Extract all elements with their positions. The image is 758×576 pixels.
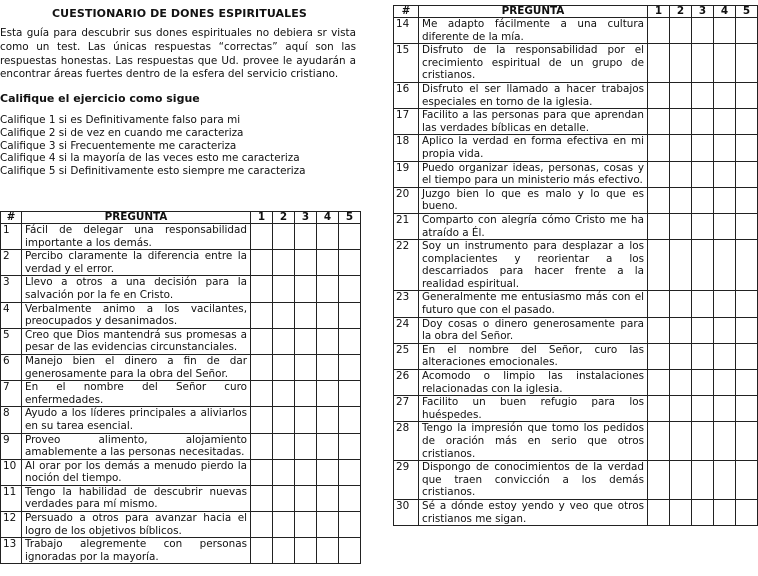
rating-2-answer-box[interactable]	[273, 538, 295, 564]
rating-4-answer-box[interactable]	[714, 109, 736, 135]
question-row	[1, 302, 361, 328]
rating-4-answer-box[interactable]	[317, 381, 339, 407]
rating-4-answer-box[interactable]	[714, 317, 736, 343]
rating-scale-list	[0, 114, 305, 178]
question-number: 1	[1, 224, 22, 250]
rating-3-column-header: 3	[692, 6, 714, 18]
question-number: 8	[1, 407, 22, 433]
rating-1-answer-box[interactable]	[648, 135, 670, 161]
rating-5-answer-box[interactable]	[339, 381, 361, 407]
question-number: 18	[394, 135, 419, 161]
rating-5-answer-box[interactable]	[339, 276, 361, 302]
rating-4-answer-box[interactable]	[317, 302, 339, 328]
question-number: 11	[1, 485, 22, 511]
question-row	[394, 109, 758, 135]
rating-4-answer-box[interactable]	[714, 396, 736, 422]
rating-3-answer-box[interactable]	[692, 396, 714, 422]
question-number: 19	[394, 161, 419, 187]
rating-3-answer-box[interactable]	[692, 82, 714, 108]
question-text: Doy cosas o dinero generosamente para la obra del Señor.	[419, 317, 648, 343]
rating-1-answer-box[interactable]	[251, 276, 273, 302]
rating-1-answer-box[interactable]	[251, 328, 273, 354]
rating-5-answer-box[interactable]	[339, 250, 361, 276]
intro-paragraph: Esta guía para descubrir sus dones espirituales no debiera sr vista como un test. Las únicas respuestas “correctas” aquí son las respuestas honestas. Las respuestas que Ud. provee le ayudarán a encontrar áreas fuertes dentro de la esfera del servicio cristiano.	[0, 27, 356, 81]
rating-3-answer-box[interactable]	[692, 343, 714, 369]
question-text: Disfruto de la responsabilidad por el crecimiento espiritual de un grupo de cristianos.	[419, 44, 648, 83]
rating-5-answer-box[interactable]	[339, 407, 361, 433]
question-text: Al orar por los demás a menudo pierdo la noción del tiempo.	[22, 459, 251, 485]
question-text: Aplico la verdad en forma efectiva en mi propia vida.	[419, 135, 648, 161]
question-text: Comparto con alegría cómo Cristo me ha atraído a Él.	[419, 213, 648, 239]
questions-table-right	[393, 5, 758, 526]
question-row	[1, 485, 361, 511]
question-number: 28	[394, 422, 419, 461]
rating-2-answer-box[interactable]	[273, 224, 295, 250]
rating-3-answer-box[interactable]	[692, 422, 714, 461]
rating-3-answer-box[interactable]	[692, 461, 714, 500]
question-text: Acomodo o limpio las instalaciones relacionadas con la iglesia.	[419, 370, 648, 396]
rating-5-answer-box[interactable]	[736, 161, 758, 187]
question-text: Puedo organizar ideas, personas, cosas y el tiempo para un ministerio más efectivo.	[419, 161, 648, 187]
rating-5-answer-box[interactable]	[736, 291, 758, 317]
rating-2-column-header: 2	[273, 212, 295, 224]
question-row	[394, 135, 758, 161]
rating-2-answer-box[interactable]	[670, 161, 692, 187]
rating-1-answer-box[interactable]	[648, 461, 670, 500]
question-row	[394, 396, 758, 422]
rating-5-answer-box[interactable]	[736, 370, 758, 396]
rating-2-answer-box[interactable]	[273, 354, 295, 380]
rating-2-answer-box[interactable]	[273, 276, 295, 302]
rating-2-answer-box[interactable]	[670, 396, 692, 422]
rating-3-answer-box[interactable]	[692, 18, 714, 44]
rating-4-answer-box[interactable]	[317, 250, 339, 276]
rating-1-answer-box[interactable]	[251, 407, 273, 433]
rating-3-answer-box[interactable]	[692, 317, 714, 343]
question-number: 16	[394, 82, 419, 108]
rating-3-answer-box[interactable]	[692, 135, 714, 161]
rating-1-answer-box[interactable]	[648, 343, 670, 369]
rating-4-answer-box[interactable]	[714, 213, 736, 239]
question-number: 15	[394, 44, 419, 83]
question-row	[1, 433, 361, 459]
rating-2-answer-box[interactable]	[273, 302, 295, 328]
rating-2-answer-box[interactable]	[670, 461, 692, 500]
question-number: 6	[1, 354, 22, 380]
rating-1-answer-box[interactable]	[251, 485, 273, 511]
rating-5-answer-box[interactable]	[736, 317, 758, 343]
rating-1-answer-box[interactable]	[251, 538, 273, 564]
question-text: Juzgo bien lo que es malo y lo que es bueno.	[419, 187, 648, 213]
rating-3-answer-box[interactable]	[692, 44, 714, 83]
rating-2-answer-box[interactable]	[273, 381, 295, 407]
question-text: Trabajo alegremente con personas ignoradas por la mayoría.	[22, 538, 251, 564]
question-number: 25	[394, 343, 419, 369]
rating-scale-item: Califique 5 si Definitivamente esto siempre me caracteriza	[0, 165, 306, 178]
table-header-row	[1, 212, 361, 224]
rating-3-answer-box[interactable]	[295, 512, 317, 538]
rating-2-answer-box[interactable]	[670, 317, 692, 343]
rating-4-answer-box[interactable]	[317, 354, 339, 380]
question-text: Fácil de delegar una responsabilidad importante a los demás.	[22, 224, 251, 250]
rating-2-answer-box[interactable]	[670, 109, 692, 135]
rating-5-answer-box[interactable]	[339, 224, 361, 250]
rating-1-answer-box[interactable]	[648, 370, 670, 396]
rating-1-answer-box[interactable]	[648, 18, 670, 44]
rating-1-answer-box[interactable]	[648, 44, 670, 83]
document-title: CUESTIONARIO DE DONES ESPIRITUALES	[52, 7, 307, 20]
rating-heading: Califique el ejercicio como sigue	[0, 92, 200, 105]
question-text: En el nombre del Señor curo enfermedades.	[22, 381, 251, 407]
rating-3-answer-box[interactable]	[692, 370, 714, 396]
question-row	[1, 512, 361, 538]
rating-3-answer-box[interactable]	[295, 276, 317, 302]
question-row	[394, 343, 758, 369]
rating-1-answer-box[interactable]	[251, 381, 273, 407]
rating-4-answer-box[interactable]	[317, 276, 339, 302]
rating-5-answer-box[interactable]	[736, 396, 758, 422]
rating-1-column-header: 1	[648, 6, 670, 18]
rating-2-answer-box[interactable]	[670, 18, 692, 44]
rating-4-answer-box[interactable]	[714, 187, 736, 213]
question-number: 22	[394, 240, 419, 291]
question-text: Manejo bien el dinero a fin de dar generosamente para la obra del Señor.	[22, 354, 251, 380]
question-text: Me adapto fácilmente a una cultura diferente de la mía.	[419, 18, 648, 44]
rating-2-answer-box[interactable]	[670, 187, 692, 213]
question-column-header: PREGUNTA	[419, 6, 648, 18]
rating-4-answer-box[interactable]	[714, 343, 736, 369]
rating-3-answer-box[interactable]	[295, 538, 317, 564]
rating-4-answer-box[interactable]	[714, 461, 736, 500]
question-number: 24	[394, 317, 419, 343]
number-column-header: #	[1, 212, 22, 224]
rating-2-answer-box[interactable]	[273, 512, 295, 538]
question-text: Soy un instrumento para desplazar a los complacientes y reorientar a los descarriados para hacer frente a la realidad espiritual.	[419, 240, 648, 291]
rating-3-answer-box[interactable]	[295, 433, 317, 459]
rating-4-answer-box[interactable]	[714, 240, 736, 291]
rating-4-answer-box[interactable]	[317, 459, 339, 485]
rating-5-answer-box[interactable]	[339, 459, 361, 485]
rating-5-answer-box[interactable]	[339, 328, 361, 354]
rating-1-answer-box[interactable]	[251, 459, 273, 485]
question-text: Dispongo de conocimientos de la verdad que traen convicción a los demás cristianos.	[419, 461, 648, 500]
question-text: Generalmente me entusiasmo más con el futuro que con el pasado.	[419, 291, 648, 317]
rating-1-answer-box[interactable]	[648, 82, 670, 108]
question-text: Llevo a otros a una decisión para la salvación por la fe en Cristo.	[22, 276, 251, 302]
question-number: 7	[1, 381, 22, 407]
rating-3-answer-box[interactable]	[295, 302, 317, 328]
question-text: Sé a dónde estoy yendo y veo que otros cristianos me sigan.	[419, 499, 648, 525]
question-row	[1, 250, 361, 276]
rating-1-answer-box[interactable]	[251, 433, 273, 459]
rating-4-answer-box[interactable]	[317, 433, 339, 459]
rating-3-answer-box[interactable]	[295, 354, 317, 380]
question-text: Percibo claramente la diferencia entre la verdad y el error.	[22, 250, 251, 276]
rating-2-answer-box[interactable]	[670, 422, 692, 461]
rating-2-answer-box[interactable]	[670, 343, 692, 369]
rating-1-answer-box[interactable]	[648, 499, 670, 525]
question-row	[394, 291, 758, 317]
rating-4-answer-box[interactable]	[714, 499, 736, 525]
question-number: 23	[394, 291, 419, 317]
rating-4-answer-box[interactable]	[714, 82, 736, 108]
rating-1-answer-box[interactable]	[648, 213, 670, 239]
question-text: Verbalmente animo a los vacilantes, preocupados y desanimados.	[22, 302, 251, 328]
rating-5-answer-box[interactable]	[736, 499, 758, 525]
rating-5-answer-box[interactable]	[736, 213, 758, 239]
rating-3-answer-box[interactable]	[692, 109, 714, 135]
rating-1-column-header: 1	[251, 212, 273, 224]
rating-4-answer-box[interactable]	[714, 422, 736, 461]
rating-1-answer-box[interactable]	[251, 250, 273, 276]
question-text: Tengo la habilidad de descubrir nuevas verdades para mí mismo.	[22, 485, 251, 511]
rating-2-answer-box[interactable]	[273, 328, 295, 354]
question-number: 9	[1, 433, 22, 459]
rating-1-answer-box[interactable]	[648, 422, 670, 461]
rating-5-answer-box[interactable]	[339, 354, 361, 380]
rating-5-answer-box[interactable]	[339, 485, 361, 511]
rating-4-answer-box[interactable]	[317, 224, 339, 250]
question-text: Facilito a las personas para que aprendan las verdades bíblicas en detalle.	[419, 109, 648, 135]
question-row	[394, 422, 758, 461]
rating-2-answer-box[interactable]	[273, 485, 295, 511]
question-number: 27	[394, 396, 419, 422]
rating-5-answer-box[interactable]	[736, 343, 758, 369]
question-row	[1, 407, 361, 433]
question-row	[1, 224, 361, 250]
question-number: 2	[1, 250, 22, 276]
question-row	[394, 317, 758, 343]
rating-4-answer-box[interactable]	[317, 485, 339, 511]
question-text: Disfruto el ser llamado a hacer trabajos especiales en torno de la iglesia.	[419, 82, 648, 108]
rating-4-column-header: 4	[317, 212, 339, 224]
rating-2-answer-box[interactable]	[273, 459, 295, 485]
rating-scale-item: Califique 2 si de vez en cuando me caracteriza	[0, 126, 244, 139]
rating-scale-item: Califique 4 si la mayoría de las veces esto me caracteriza	[0, 152, 300, 165]
question-number: 21	[394, 213, 419, 239]
rating-5-answer-box[interactable]	[736, 18, 758, 44]
rating-5-answer-box[interactable]	[736, 135, 758, 161]
question-number: 4	[1, 302, 22, 328]
question-number: 29	[394, 461, 419, 500]
rating-3-answer-box[interactable]	[295, 381, 317, 407]
question-row	[1, 381, 361, 407]
rating-3-answer-box[interactable]	[692, 187, 714, 213]
rating-2-answer-box[interactable]	[273, 250, 295, 276]
question-row	[394, 161, 758, 187]
rating-4-answer-box[interactable]	[714, 291, 736, 317]
rating-2-answer-box[interactable]	[670, 370, 692, 396]
rating-2-answer-box[interactable]	[670, 82, 692, 108]
rating-scale-item: Califique 3 si Frecuentemente me caracteriza	[0, 139, 237, 152]
rating-3-answer-box[interactable]	[692, 291, 714, 317]
rating-3-answer-box[interactable]	[692, 213, 714, 239]
rating-5-answer-box[interactable]	[736, 187, 758, 213]
question-row	[394, 18, 758, 44]
question-row	[1, 459, 361, 485]
rating-5-answer-box[interactable]	[339, 538, 361, 564]
rating-5-answer-box[interactable]	[339, 512, 361, 538]
question-number: 13	[1, 538, 22, 564]
question-row	[394, 213, 758, 239]
questions-table-left	[0, 211, 361, 564]
question-row	[1, 354, 361, 380]
question-text: Creo que Dios mantendrá sus promesas a pesar de las evidencias circunstanciales.	[22, 328, 251, 354]
rating-5-answer-box[interactable]	[736, 82, 758, 108]
rating-4-column-header: 4	[714, 6, 736, 18]
rating-1-answer-box[interactable]	[648, 317, 670, 343]
question-number: 12	[1, 512, 22, 538]
question-row	[394, 370, 758, 396]
rating-5-answer-box[interactable]	[736, 422, 758, 461]
rating-1-answer-box[interactable]	[648, 109, 670, 135]
question-row	[394, 499, 758, 525]
rating-5-answer-box[interactable]	[339, 302, 361, 328]
question-row	[394, 82, 758, 108]
rating-2-answer-box[interactable]	[273, 407, 295, 433]
rating-3-answer-box[interactable]	[295, 250, 317, 276]
rating-4-answer-box[interactable]	[714, 18, 736, 44]
rating-1-answer-box[interactable]	[251, 224, 273, 250]
rating-3-answer-box[interactable]	[692, 240, 714, 291]
question-number: 26	[394, 370, 419, 396]
rating-scale-item: Califique 1 si es Definitivamente falso para mi	[0, 114, 241, 126]
rating-1-answer-box[interactable]	[251, 512, 273, 538]
rating-2-answer-box[interactable]	[670, 213, 692, 239]
rating-4-answer-box[interactable]	[714, 44, 736, 83]
question-number: 3	[1, 276, 22, 302]
question-column-header: PREGUNTA	[22, 212, 251, 224]
question-number: 30	[394, 499, 419, 525]
rating-5-answer-box[interactable]	[736, 109, 758, 135]
rating-3-column-header: 3	[295, 212, 317, 224]
rating-2-answer-box[interactable]	[273, 433, 295, 459]
rating-2-column-header: 2	[670, 6, 692, 18]
question-text: Proveo alimento, alojamiento amablemente a las personas necesitadas.	[22, 433, 251, 459]
question-text: Persuado a otros para avanzar hacia el logro de los objetivos bíblicos.	[22, 512, 251, 538]
rating-3-answer-box[interactable]	[295, 407, 317, 433]
question-row	[394, 461, 758, 500]
rating-4-answer-box[interactable]	[317, 328, 339, 354]
question-number: 20	[394, 187, 419, 213]
rating-4-answer-box[interactable]	[714, 135, 736, 161]
question-text: Ayudo a los líderes principales a aliviarlos en su tarea esencial.	[22, 407, 251, 433]
rating-4-answer-box[interactable]	[317, 538, 339, 564]
rating-5-answer-box[interactable]	[736, 461, 758, 500]
rating-1-answer-box[interactable]	[648, 291, 670, 317]
rating-5-answer-box[interactable]	[736, 44, 758, 83]
rating-5-column-header: 5	[339, 212, 361, 224]
rating-2-answer-box[interactable]	[670, 44, 692, 83]
rating-4-answer-box[interactable]	[714, 370, 736, 396]
question-number: 14	[394, 18, 419, 44]
question-row	[394, 240, 758, 291]
rating-4-answer-box[interactable]	[317, 512, 339, 538]
rating-1-answer-box[interactable]	[251, 354, 273, 380]
question-number: 5	[1, 328, 22, 354]
rating-5-answer-box[interactable]	[339, 433, 361, 459]
rating-1-answer-box[interactable]	[648, 187, 670, 213]
question-row	[394, 187, 758, 213]
rating-3-answer-box[interactable]	[295, 328, 317, 354]
table-header-row	[394, 6, 758, 18]
question-text: En el nombre del Señor, curo las alteraciones emocionales.	[419, 343, 648, 369]
rating-2-answer-box[interactable]	[670, 291, 692, 317]
rating-3-answer-box[interactable]	[295, 459, 317, 485]
question-row	[1, 328, 361, 354]
rating-1-answer-box[interactable]	[648, 240, 670, 291]
question-row	[1, 538, 361, 564]
rating-1-answer-box[interactable]	[648, 396, 670, 422]
rating-2-answer-box[interactable]	[670, 499, 692, 525]
question-text: Tengo la impresión que tomo los pedidos de oración más en serio que otros cristianos.	[419, 422, 648, 461]
number-column-header: #	[394, 6, 419, 18]
question-text: Facilito un buen refugio para los huéspedes.	[419, 396, 648, 422]
rating-5-answer-box[interactable]	[736, 240, 758, 291]
rating-3-answer-box[interactable]	[295, 224, 317, 250]
rating-1-answer-box[interactable]	[648, 161, 670, 187]
rating-5-column-header: 5	[736, 6, 758, 18]
rating-1-answer-box[interactable]	[251, 302, 273, 328]
rating-3-answer-box[interactable]	[692, 499, 714, 525]
question-row	[394, 44, 758, 83]
rating-4-answer-box[interactable]	[317, 407, 339, 433]
rating-2-answer-box[interactable]	[670, 240, 692, 291]
rating-3-answer-box[interactable]	[692, 161, 714, 187]
question-number: 17	[394, 109, 419, 135]
question-row	[1, 276, 361, 302]
rating-2-answer-box[interactable]	[670, 135, 692, 161]
rating-4-answer-box[interactable]	[714, 161, 736, 187]
question-number: 10	[1, 459, 22, 485]
rating-3-answer-box[interactable]	[295, 485, 317, 511]
